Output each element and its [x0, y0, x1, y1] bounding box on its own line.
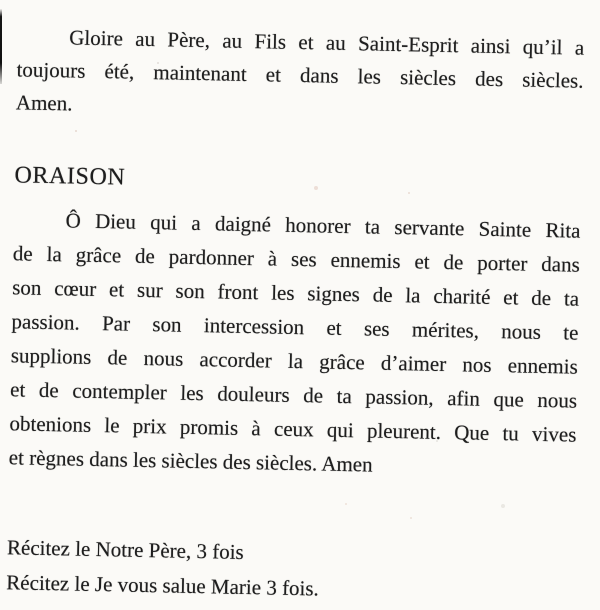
instruction-je-vous-salue: Récitez le Je vous salue Marie 3 fois. [6, 570, 320, 601]
text-line: et de contempler les douleurs de ta passion, afin que nous [9, 377, 578, 413]
text-line: et règnes dans les siècles des siècles. Amen [8, 445, 373, 477]
text-line: supplions de nous accorder la grâce d’aimer nos ennemis [10, 343, 578, 379]
text-line: Amen. [15, 90, 73, 116]
text-line: de la grâce de pardonner à ses ennemis et de porter dans [12, 241, 581, 277]
text-line: passion. Par son intercession et ses mérites, nous te [11, 309, 579, 345]
prayer-paragraph [8, 202, 580, 485]
doxology-paragraph [16, 20, 585, 130]
text-line: son cœur et sur son front les signes de la charité et de ta [11, 275, 580, 311]
text-line: toujours été, maintenant et dans les siècles des siècles. [16, 57, 584, 93]
recitation-instructions [6, 530, 574, 610]
text-line: obtenions le prix promis à ceux qui pleurent. Que tu vives [9, 411, 577, 447]
instruction-notre-pere: Récitez le Notre Père, 3 fois [6, 535, 244, 565]
oraison-heading: ORAISON [14, 162, 126, 191]
text-line: Ô Dieu qui a daigné honorer ta servante Sainte Rita [65, 208, 581, 243]
text-line: Gloire au Père, au Fils et au Saint-Esprit ainsi qu’il a [69, 25, 585, 60]
